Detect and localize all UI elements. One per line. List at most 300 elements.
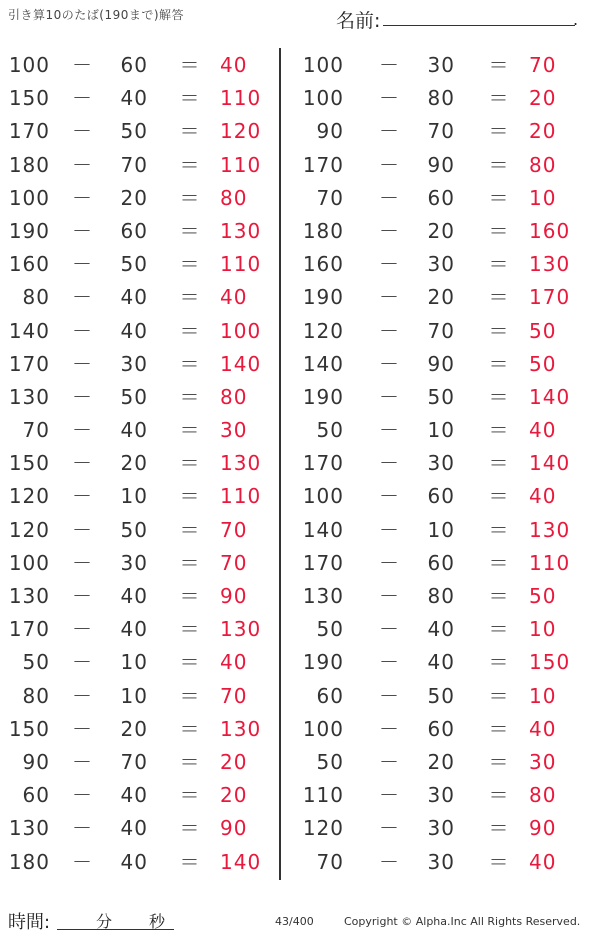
answer: 10 bbox=[529, 617, 557, 642]
subtrahend: 10 bbox=[427, 517, 455, 542]
minus-sign: － bbox=[72, 119, 93, 144]
answer: 40 bbox=[220, 285, 248, 310]
problem-row bbox=[300, 149, 580, 182]
problem-row bbox=[300, 713, 580, 746]
subtrahend: 30 bbox=[120, 550, 148, 575]
problem-row bbox=[300, 846, 580, 879]
subtrahend: 70 bbox=[427, 318, 455, 343]
subtrahend: 30 bbox=[427, 53, 455, 77]
answer: 40 bbox=[529, 484, 557, 509]
minuend: 150 bbox=[8, 451, 50, 476]
equals-sign: ＝ bbox=[488, 252, 510, 277]
equals-sign: ＝ bbox=[179, 749, 201, 774]
minuend: 180 bbox=[8, 152, 50, 177]
problem-row bbox=[0, 315, 280, 348]
problem-row bbox=[0, 215, 280, 248]
answer: 110 bbox=[220, 86, 262, 111]
minuend: 80 bbox=[22, 683, 50, 708]
equals-sign: ＝ bbox=[179, 451, 201, 476]
problem-row bbox=[300, 381, 580, 414]
answer: 50 bbox=[529, 351, 557, 376]
equals-sign: ＝ bbox=[488, 584, 510, 608]
subtrahend: 20 bbox=[427, 749, 455, 774]
minuend: 180 bbox=[302, 218, 344, 243]
subtrahend: 40 bbox=[120, 783, 148, 808]
equals-sign: ＝ bbox=[179, 716, 201, 741]
equals-sign: ＝ bbox=[488, 152, 510, 177]
answer: 80 bbox=[529, 783, 557, 808]
answer: 70 bbox=[220, 517, 248, 542]
minus-sign: － bbox=[379, 351, 400, 376]
subtrahend: 70 bbox=[120, 749, 148, 774]
subtrahend: 60 bbox=[120, 53, 148, 77]
equals-sign: ＝ bbox=[488, 749, 510, 774]
minus-sign: － bbox=[379, 152, 400, 177]
problem-row bbox=[0, 713, 280, 746]
answer: 130 bbox=[220, 617, 262, 642]
minus-sign: － bbox=[379, 384, 400, 409]
answer: 30 bbox=[220, 418, 248, 443]
problem-row bbox=[0, 812, 280, 845]
subtrahend: 10 bbox=[120, 683, 148, 708]
answer: 20 bbox=[220, 783, 248, 808]
subtrahend: 90 bbox=[427, 351, 455, 376]
equals-sign: ＝ bbox=[179, 783, 201, 808]
minus-sign: － bbox=[72, 152, 93, 177]
equals-sign: ＝ bbox=[179, 218, 201, 243]
minuend: 190 bbox=[302, 285, 344, 310]
subtrahend: 10 bbox=[120, 484, 148, 509]
equals-sign: ＝ bbox=[488, 816, 510, 841]
answer: 20 bbox=[529, 86, 557, 111]
answer: 130 bbox=[220, 716, 262, 741]
minuend: 50 bbox=[316, 749, 344, 774]
subtrahend: 30 bbox=[427, 783, 455, 808]
minus-sign: － bbox=[72, 451, 93, 476]
answer: 140 bbox=[220, 351, 262, 376]
subtrahend: 50 bbox=[120, 252, 148, 277]
problem-row bbox=[300, 414, 580, 447]
minus-sign: － bbox=[72, 749, 93, 774]
subtrahend: 60 bbox=[427, 484, 455, 509]
problem-row bbox=[0, 381, 280, 414]
minuend: 150 bbox=[8, 86, 50, 111]
problem-row bbox=[0, 447, 280, 480]
problem-row bbox=[300, 82, 580, 115]
answer: 110 bbox=[529, 550, 571, 575]
equals-sign: ＝ bbox=[488, 53, 510, 77]
minuend: 190 bbox=[302, 384, 344, 409]
minus-sign: － bbox=[379, 517, 400, 542]
equals-sign: ＝ bbox=[488, 418, 510, 443]
minus-sign: － bbox=[379, 617, 400, 642]
minuend: 120 bbox=[302, 318, 344, 343]
subtrahend: 30 bbox=[427, 252, 455, 277]
answer: 110 bbox=[220, 252, 262, 277]
minuend: 120 bbox=[8, 484, 50, 509]
answer: 90 bbox=[529, 816, 557, 841]
problem-row bbox=[0, 348, 280, 381]
equals-sign: ＝ bbox=[488, 351, 510, 376]
minus-sign: － bbox=[72, 650, 93, 675]
answer: 10 bbox=[529, 185, 557, 210]
answer: 40 bbox=[529, 418, 557, 443]
equals-sign: ＝ bbox=[179, 119, 201, 144]
answer: 90 bbox=[220, 584, 248, 608]
subtrahend: 40 bbox=[120, 584, 148, 608]
problem-row bbox=[300, 49, 580, 82]
equals-sign: ＝ bbox=[488, 783, 510, 808]
subtrahend: 60 bbox=[427, 185, 455, 210]
equals-sign: ＝ bbox=[488, 451, 510, 476]
minuend: 50 bbox=[316, 617, 344, 642]
minuend: 130 bbox=[8, 816, 50, 841]
minuend: 50 bbox=[316, 418, 344, 443]
problem-row bbox=[300, 580, 580, 613]
answer: 40 bbox=[220, 650, 248, 675]
answer: 80 bbox=[529, 152, 557, 177]
minuend: 180 bbox=[8, 849, 50, 874]
minus-sign: － bbox=[379, 318, 400, 343]
minus-sign: － bbox=[72, 318, 93, 343]
equals-sign: ＝ bbox=[488, 218, 510, 243]
subtrahend: 50 bbox=[427, 683, 455, 708]
minus-sign: － bbox=[379, 584, 400, 608]
answer: 110 bbox=[220, 152, 262, 177]
problem-row bbox=[300, 779, 580, 812]
answer: 70 bbox=[529, 53, 557, 77]
equals-sign: ＝ bbox=[488, 119, 510, 144]
equals-sign: ＝ bbox=[179, 86, 201, 111]
minuend: 190 bbox=[302, 650, 344, 675]
equals-sign: ＝ bbox=[179, 318, 201, 343]
problem-row bbox=[0, 779, 280, 812]
problem-row bbox=[0, 480, 280, 513]
subtrahend: 30 bbox=[427, 451, 455, 476]
subtrahend: 40 bbox=[427, 650, 455, 675]
minus-sign: － bbox=[72, 218, 93, 243]
minus-sign: － bbox=[72, 351, 93, 376]
equals-sign: ＝ bbox=[179, 517, 201, 542]
subtrahend: 70 bbox=[120, 152, 148, 177]
problem-row bbox=[300, 812, 580, 845]
answer: 140 bbox=[529, 384, 571, 409]
minus-sign: － bbox=[379, 683, 400, 708]
answer: 80 bbox=[220, 185, 248, 210]
minuend: 190 bbox=[8, 218, 50, 243]
subtrahend: 40 bbox=[120, 617, 148, 642]
minus-sign: － bbox=[72, 783, 93, 808]
equals-sign: ＝ bbox=[179, 285, 201, 310]
problem-row bbox=[300, 248, 580, 281]
answer: 10 bbox=[529, 683, 557, 708]
subtrahend: 50 bbox=[120, 517, 148, 542]
subtrahend: 40 bbox=[120, 418, 148, 443]
problem-row bbox=[300, 613, 580, 646]
minus-sign: － bbox=[72, 185, 93, 210]
minus-sign: － bbox=[379, 783, 400, 808]
minuend: 150 bbox=[8, 716, 50, 741]
equals-sign: ＝ bbox=[179, 484, 201, 509]
answer: 140 bbox=[220, 849, 262, 874]
minuend: 70 bbox=[316, 849, 344, 874]
name-underline[interactable] bbox=[383, 25, 575, 26]
minuend: 170 bbox=[302, 550, 344, 575]
problem-row bbox=[0, 182, 280, 215]
problem-row bbox=[0, 613, 280, 646]
problem-row bbox=[300, 746, 580, 779]
minuend: 130 bbox=[8, 584, 50, 608]
minuend: 170 bbox=[8, 119, 50, 144]
subtrahend: 30 bbox=[427, 816, 455, 841]
minus-sign: － bbox=[379, 550, 400, 575]
minus-sign: － bbox=[72, 550, 93, 575]
minus-sign: － bbox=[379, 86, 400, 111]
minuend: 60 bbox=[316, 683, 344, 708]
problem-row bbox=[300, 281, 580, 314]
answer: 120 bbox=[220, 119, 262, 144]
problem-row bbox=[300, 115, 580, 148]
subtrahend: 70 bbox=[427, 119, 455, 144]
minuend: 90 bbox=[22, 749, 50, 774]
subtrahend: 60 bbox=[427, 716, 455, 741]
equals-sign: ＝ bbox=[488, 86, 510, 111]
minus-sign: － bbox=[72, 252, 93, 277]
subtrahend: 20 bbox=[120, 451, 148, 476]
minus-sign: － bbox=[379, 816, 400, 841]
problem-row bbox=[300, 215, 580, 248]
minus-sign: － bbox=[72, 816, 93, 841]
equals-sign: ＝ bbox=[179, 617, 201, 642]
answer: 70 bbox=[220, 550, 248, 575]
problem-row bbox=[300, 447, 580, 480]
subtrahend: 60 bbox=[427, 550, 455, 575]
problem-row bbox=[300, 315, 580, 348]
minuend: 170 bbox=[302, 152, 344, 177]
minus-sign: － bbox=[72, 849, 93, 874]
minuend: 170 bbox=[302, 451, 344, 476]
equals-sign: ＝ bbox=[179, 152, 201, 177]
equals-sign: ＝ bbox=[179, 550, 201, 575]
minuend: 100 bbox=[8, 185, 50, 210]
minus-sign: － bbox=[379, 650, 400, 675]
problem-row bbox=[0, 680, 280, 713]
minus-sign: － bbox=[379, 849, 400, 874]
equals-sign: ＝ bbox=[179, 351, 201, 376]
minuend: 170 bbox=[8, 617, 50, 642]
answer: 90 bbox=[220, 816, 248, 841]
problem-row bbox=[300, 480, 580, 513]
subtrahend: 20 bbox=[427, 218, 455, 243]
answer: 80 bbox=[220, 384, 248, 409]
problems-left-column bbox=[0, 49, 280, 879]
subtrahend: 50 bbox=[120, 384, 148, 409]
time-label: 時間: bbox=[8, 912, 51, 933]
minus-sign: － bbox=[379, 218, 400, 243]
minuend: 100 bbox=[8, 53, 50, 77]
minuend: 140 bbox=[302, 517, 344, 542]
equals-sign: ＝ bbox=[179, 650, 201, 675]
equals-sign: ＝ bbox=[488, 285, 510, 310]
equals-sign: ＝ bbox=[179, 849, 201, 874]
answer: 70 bbox=[220, 683, 248, 708]
problem-row bbox=[0, 248, 280, 281]
problems-right-column bbox=[300, 49, 580, 879]
minus-sign: － bbox=[72, 683, 93, 708]
equals-sign: ＝ bbox=[488, 484, 510, 509]
minuend: 140 bbox=[302, 351, 344, 376]
problem-row bbox=[0, 646, 280, 679]
subtrahend: 20 bbox=[120, 185, 148, 210]
equals-sign: ＝ bbox=[179, 252, 201, 277]
problem-row bbox=[300, 348, 580, 381]
answer: 170 bbox=[529, 285, 571, 310]
minus-sign: － bbox=[72, 418, 93, 443]
subtrahend: 40 bbox=[120, 849, 148, 874]
answer: 20 bbox=[529, 119, 557, 144]
minus-sign: － bbox=[72, 517, 93, 542]
problem-row bbox=[0, 149, 280, 182]
minuend: 80 bbox=[22, 285, 50, 310]
answer: 100 bbox=[220, 318, 262, 343]
equals-sign: ＝ bbox=[488, 683, 510, 708]
page-number: 43/400 bbox=[275, 915, 314, 928]
minuend: 50 bbox=[22, 650, 50, 675]
minus-sign: － bbox=[379, 53, 400, 77]
problem-row bbox=[0, 281, 280, 314]
equals-sign: ＝ bbox=[179, 816, 201, 841]
equals-sign: ＝ bbox=[488, 650, 510, 675]
minuend: 60 bbox=[22, 783, 50, 808]
answer: 130 bbox=[529, 517, 571, 542]
equals-sign: ＝ bbox=[179, 384, 201, 409]
minus-sign: － bbox=[72, 584, 93, 608]
minuend: 100 bbox=[8, 550, 50, 575]
answer: 110 bbox=[220, 484, 262, 509]
problem-row bbox=[300, 680, 580, 713]
minuend: 90 bbox=[316, 119, 344, 144]
equals-sign: ＝ bbox=[179, 584, 201, 608]
subtrahend: 40 bbox=[120, 318, 148, 343]
subtrahend: 10 bbox=[120, 650, 148, 675]
worksheet-title: 引き算10のたば(190まで)解答 bbox=[8, 8, 185, 22]
seconds-label: 秒 bbox=[149, 912, 166, 931]
problem-row bbox=[0, 846, 280, 879]
minuend: 130 bbox=[302, 584, 344, 608]
minus-sign: － bbox=[72, 285, 93, 310]
problem-row bbox=[300, 547, 580, 580]
minus-sign: － bbox=[72, 384, 93, 409]
answer: 40 bbox=[529, 849, 557, 874]
problem-row bbox=[300, 514, 580, 547]
subtrahend: 40 bbox=[427, 617, 455, 642]
answer: 50 bbox=[529, 584, 557, 608]
minuend: 160 bbox=[302, 252, 344, 277]
subtrahend: 40 bbox=[120, 816, 148, 841]
answer: 130 bbox=[220, 451, 262, 476]
problem-row bbox=[300, 182, 580, 215]
minuend: 100 bbox=[302, 86, 344, 111]
answer: 160 bbox=[529, 218, 571, 243]
minuend: 120 bbox=[302, 816, 344, 841]
subtrahend: 80 bbox=[427, 584, 455, 608]
subtrahend: 40 bbox=[120, 285, 148, 310]
minuend: 70 bbox=[22, 418, 50, 443]
equals-sign: ＝ bbox=[488, 550, 510, 575]
minus-sign: － bbox=[72, 484, 93, 509]
equals-sign: ＝ bbox=[179, 53, 201, 77]
equals-sign: ＝ bbox=[488, 318, 510, 343]
problem-row bbox=[0, 414, 280, 447]
problem-row bbox=[0, 115, 280, 148]
answer: 20 bbox=[220, 749, 248, 774]
copyright-text: Copyright © Alpha.Inc All Rights Reserved. bbox=[344, 915, 581, 928]
minus-sign: － bbox=[72, 53, 93, 77]
answer: 30 bbox=[529, 749, 557, 774]
equals-sign: ＝ bbox=[488, 384, 510, 409]
minus-sign: － bbox=[379, 418, 400, 443]
minus-sign: － bbox=[379, 451, 400, 476]
minus-sign: － bbox=[72, 716, 93, 741]
equals-sign: ＝ bbox=[179, 418, 201, 443]
minus-sign: － bbox=[379, 716, 400, 741]
name-end-dot: . bbox=[573, 10, 579, 29]
answer: 40 bbox=[220, 53, 248, 77]
equals-sign: ＝ bbox=[488, 517, 510, 542]
answer: 40 bbox=[529, 716, 557, 741]
answer: 130 bbox=[529, 252, 571, 277]
subtrahend: 10 bbox=[427, 418, 455, 443]
subtrahend: 30 bbox=[120, 351, 148, 376]
equals-sign: ＝ bbox=[488, 617, 510, 642]
minus-sign: － bbox=[72, 86, 93, 111]
problem-row bbox=[0, 746, 280, 779]
answer: 140 bbox=[529, 451, 571, 476]
problem-row bbox=[0, 547, 280, 580]
minuend: 100 bbox=[302, 716, 344, 741]
problem-row bbox=[300, 646, 580, 679]
minutes-label: 分 bbox=[96, 912, 113, 931]
equals-sign: ＝ bbox=[179, 683, 201, 708]
minus-sign: － bbox=[379, 484, 400, 509]
subtrahend: 40 bbox=[120, 86, 148, 111]
minus-sign: － bbox=[379, 119, 400, 144]
minuend: 140 bbox=[8, 318, 50, 343]
equals-sign: ＝ bbox=[488, 849, 510, 874]
minus-sign: － bbox=[72, 617, 93, 642]
equals-sign: ＝ bbox=[488, 716, 510, 741]
minuend: 130 bbox=[8, 384, 50, 409]
minuend: 160 bbox=[8, 252, 50, 277]
answer: 150 bbox=[529, 650, 571, 675]
problem-row bbox=[0, 580, 280, 613]
problem-row bbox=[0, 514, 280, 547]
minus-sign: － bbox=[379, 252, 400, 277]
problem-row bbox=[0, 82, 280, 115]
minuend: 120 bbox=[8, 517, 50, 542]
subtrahend: 50 bbox=[427, 384, 455, 409]
minus-sign: － bbox=[379, 185, 400, 210]
minuend: 100 bbox=[302, 484, 344, 509]
subtrahend: 90 bbox=[427, 152, 455, 177]
subtrahend: 20 bbox=[427, 285, 455, 310]
minuend: 170 bbox=[8, 351, 50, 376]
name-label: 名前: bbox=[336, 10, 381, 32]
subtrahend: 50 bbox=[120, 119, 148, 144]
minuend: 100 bbox=[302, 53, 344, 77]
subtrahend: 80 bbox=[427, 86, 455, 111]
minuend: 70 bbox=[316, 185, 344, 210]
